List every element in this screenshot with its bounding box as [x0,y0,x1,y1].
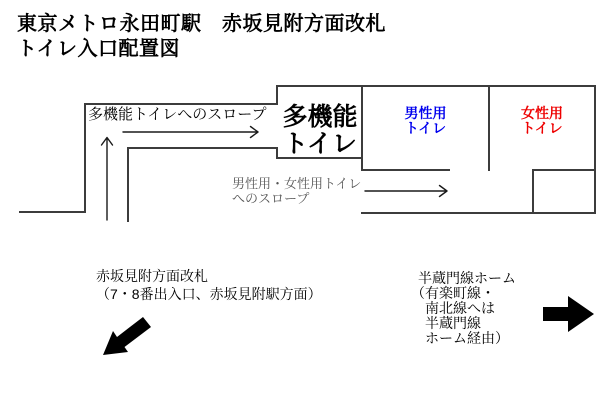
multi-room-line-2: トイレ [283,130,357,158]
mens-womens-slope-label [232,176,361,206]
multi-slope-arrow-icon [123,127,258,138]
mens-womens-slope-line-2: へのスロープ [232,191,310,206]
gate-direction-arrow-icon [103,317,151,355]
up-arrow-icon [102,138,113,221]
multi-toilet-slope-label: 多機能トイレへのスロープ [88,106,267,123]
womens-toilet-room-label [489,106,595,136]
womens-room-line-1: 女性用 [521,105,563,121]
page-title [17,12,386,62]
multi-function-toilet-room-label [278,104,362,158]
multi-room-line-1: 多機能 [282,103,358,131]
platform-line-1: 半蔵門線ホーム [418,270,516,286]
gate-line-2: （7・8番出入口、赤坂見附駅方面） [96,286,322,302]
platform-line-4: 半蔵門線 [425,315,481,331]
title-line-1: 東京メトロ永田町駅 赤坂見附方面改札 [17,13,386,35]
gate-direction-label [96,267,322,303]
mens-toilet-room-label [362,106,489,136]
gate-line-1: 赤坂見附方面改札 [96,268,208,284]
mens-womens-slope-line-1: 男性用・女性用トイレ [232,176,362,191]
mens-room-line-2: トイレ [404,120,447,136]
womens-room-line-2: トイレ [521,120,563,136]
platform-line-2: （有楽町線・ [411,285,495,301]
title-line-2: トイレ入口配置図 [17,38,180,60]
platform-direction-arrow-icon [543,296,594,332]
mens-womens-slope-arrow-icon [365,186,447,197]
mens-room-line-1: 男性用 [404,105,447,121]
platform-line-5: ホーム経由） [425,330,509,346]
platform-direction-label [411,271,516,346]
platform-line-3: 南北線へは [425,300,495,316]
